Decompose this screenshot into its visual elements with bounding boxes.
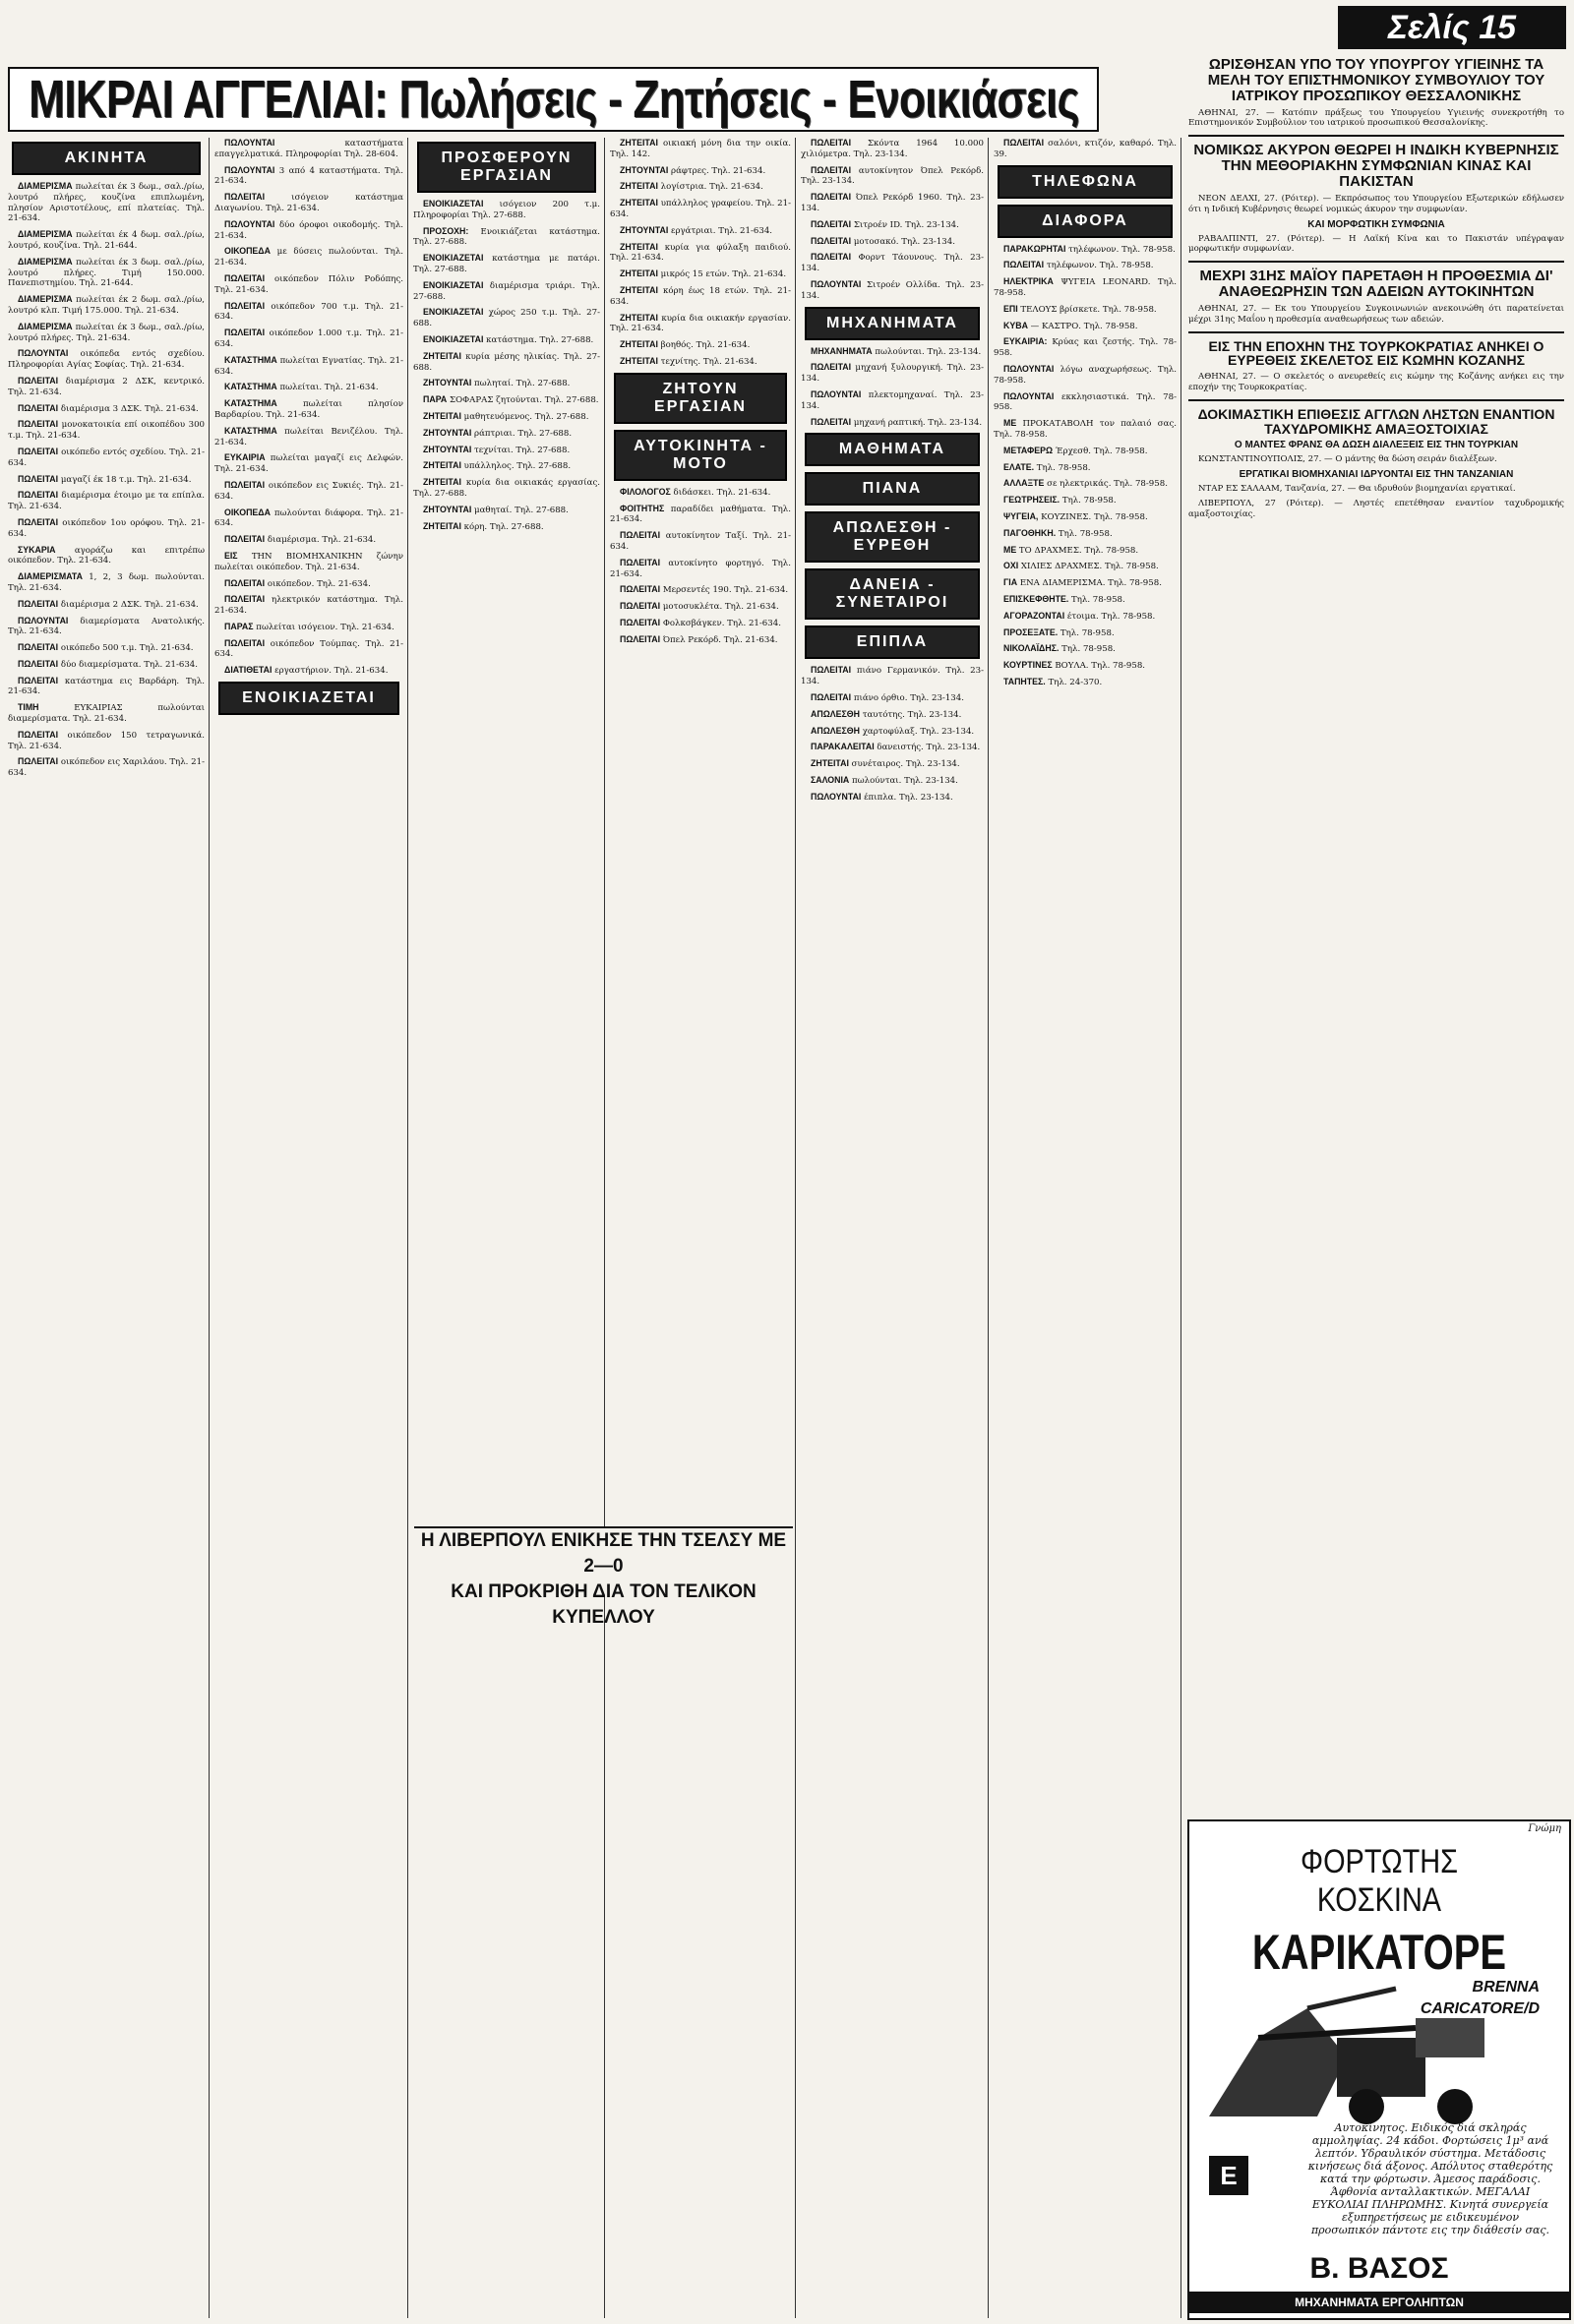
classified-ad: ΖΗΤΟΥΝΤΑΙ ράπτριαι. Τηλ. 27-688. <box>423 427 573 439</box>
ads-list <box>6 181 207 779</box>
classified-ad: ΠΩΛΟΥΝΤΑΙ οικόπεδα εντός σχεδίου. Πληροφορίαι Αγίας Σοφίας. Τηλ. 21-634. <box>8 348 205 371</box>
sports-headline-line-1: Η ΛΙΒΕΡΠΟΥΛ ΕΝΙΚΗΣΕ ΤΗΝ ΤΣΕΛΣΥ ΜΕ 2—0 <box>420 1530 787 1577</box>
classified-ad: ΠΡΟΣΕΞΑΤΕ. Τηλ. 78-958. <box>1003 626 1115 638</box>
classified-ad: ΠΩΛΕΙΤΑΙ οικόπεδον Τούμπας. Τηλ. 21-634. <box>214 637 403 660</box>
classified-ad: ΠΩΛΟΥΝΤΑΙ πλεκτομηχαναί. Τηλ. 23-134. <box>801 388 984 411</box>
news-body-2: ΝΕΟΝ ΔΕΛΧΙ, 27. (Ρόιτερ). — Εκπρόσωπος του Υπουργείου Εξωτερικών εδήλωσεν ότι η Ινδική Κυβέρνησις θεωρεί νομικώς άκυρον την συμφωνίαν. <box>1188 193 1564 214</box>
classified-ad: ΠΩΛΕΙΤΑΙ Φολκσβάγκεν. Τηλ. 21-634. <box>620 617 781 628</box>
column-rule <box>1180 138 1181 2318</box>
classified-ad: ΠΡΟΣΟΧΗ: Ενοικιάζεται κατάστημα. Τηλ. 27-688. <box>413 225 600 248</box>
classified-ad: ΟΙΚΟΠΕΔΑ με δύσεις πωλούνται. Τηλ. 21-634. <box>214 246 403 268</box>
sports-headline-line-2: ΚΑΙ ΠΡΟΚΡΙΘΗ ΔΙΑ ΤΟΝ ΤΕΛΙΚΟΝ ΚΥΠΕΛΛΟΥ <box>451 1581 757 1628</box>
classified-ad: ΠΩΛΕΙΤΑΙ Σιτροέν ID. Τηλ. 23-134. <box>811 218 959 230</box>
brand-logo-icon: Ε <box>1209 2156 1248 2195</box>
classified-ad: ΠΩΛΕΙΤΑΙ οικόπεδον 1.000 τ.μ. Τηλ. 21-634. <box>214 328 403 349</box>
classified-ad: ΑΛΛΑΞΤΕ σε ηλεκτρικάς. Τηλ. 78-958. <box>1003 478 1168 490</box>
classified-ad: ΖΗΤΕΙΤΑΙ κυρία δια οικιακήν εργασίαν. Τηλ. 21-634. <box>610 312 791 334</box>
advert-line-2: ΚΟΣΚΙΝΑ <box>1316 1881 1442 1919</box>
classified-ad: ΠΩΛΕΙΤΑΙ ισόγειον κατάστημα Διαγωνίου. Τηλ. 21-634. <box>214 192 403 213</box>
section-header-diafora: ΔΙΑΦΟΡΑ <box>998 205 1173 238</box>
classified-ad: ΠΑΡΑ ΣΟΦΑΡΑΣ ζητούνται. Τηλ. 27-688. <box>423 394 599 406</box>
classified-ad: ΠΩΛΟΥΝΤΑΙ 3 από 4 καταστήματα. Τηλ. 21-634. <box>214 164 403 187</box>
classified-ad: ΠΑΓΟΘΗΚΗ. Τηλ. 78-958. <box>1003 527 1113 539</box>
classified-ad: ΠΩΛΕΙΤΑΙ μοτοσυκλέτα. Τηλ. 21-634. <box>620 601 779 613</box>
advert-line-1: ΦΟΡΤΩΤΗΣ <box>1301 1843 1458 1880</box>
classified-ad: ΦΙΛΟΛΟΓΟΣ διδάσκει. Τηλ. 21-634. <box>620 486 771 498</box>
classified-ad: ΠΩΛΕΙΤΑΙ δύο διαμερίσματα. Τηλ. 21-634. <box>18 658 198 670</box>
classified-ad: ΠΩΛΕΙΤΑΙ διαμέρισμα έτοιμο με τα επίπλα. Τηλ. 21-634. <box>8 490 205 512</box>
classified-ad: ΜΕ ΠΡΟΚΑΤΑΒΟΛΗ τον παλαιό σας. Τηλ. 78-958. <box>994 418 1177 440</box>
news-headline-6: ΔΟΚΙΜΑΣΤΙΚΗ ΕΠΙΘΕΣΙΣ ΑΓΓΛΩΝ ΛΗΣΤΩΝ ΕΝΑΝΤΙΟΝ ΤΑΧΥΔΡΟΜΙΚΗΣ ΑΜΑΞΟΣΤΟΙΧΙΑΣ <box>1197 405 1555 437</box>
divider <box>1188 261 1564 263</box>
divider <box>1188 399 1564 401</box>
classified-ad: ΕΠΙ ΤΕΛΟΥΣ βρίσκετε. Τηλ. 78-958. <box>1003 303 1157 315</box>
classified-ad: ΠΩΛΕΙΤΑΙ οικόπεδον. Τηλ. 21-634. <box>224 577 371 589</box>
classified-ad: ΜΗΧΑΝΗΜΑΤΑ πωλούνται. Τηλ. 23-134. <box>811 345 982 357</box>
classified-ad: ΕΝΟΙΚΙΑΖΕΤΑΙ κατάστημα. Τηλ. 27-688. <box>423 333 594 345</box>
classified-ad: ΕΝΟΙΚΙΑΖΕΤΑΙ κατάστημα με πατάρι. Τηλ. 27-688. <box>413 253 600 274</box>
loader-machine-illustration <box>1199 1969 1553 2126</box>
classified-ad: ΠΑΡΑΚΑΛΕΙΤΑΙ δανειστής. Τηλ. 23-134. <box>811 742 981 753</box>
classified-ad: ΖΗΤΟΥΝΤΑΙ τεχνίται. Τηλ. 27-688. <box>423 444 571 455</box>
column-2 <box>212 138 405 2318</box>
classified-ad: ΕΙΣ ΤΗΝ ΒΙΟΜΗΧΑΝΙΚΗΝ ζώνην πωλείται οικόπεδον. Τηλ. 21-634. <box>214 550 403 572</box>
ads-list <box>992 244 1179 688</box>
classified-ad: ΕΛΑΤΕ. Τηλ. 78-958. <box>1003 461 1091 473</box>
section-header-daneia: ΔΑΝΕΙΑ - ΣΥΝΕΤΑΙΡΟΙ <box>805 568 980 620</box>
classified-ad: ΠΩΛΕΙΤΑΙ πιάνο όρθιο. Τηλ. 23-134. <box>811 691 964 703</box>
section-header-epipla: ΕΠΙΠΛΑ <box>805 626 980 659</box>
classifieds-masthead <box>8 67 1099 132</box>
classified-ad: ΠΩΛΕΙΤΑΙ μονοκατοικία επί οικοπέδου 300 τ.μ. Τηλ. 21-634. <box>8 419 205 442</box>
advert-product-name: ΚΑΡΙΚΑΤΟΡΕ <box>1251 1925 1507 1980</box>
section-header-enoikiazetai: ΕΝΟΙΚΙΑΖΕΤΑΙ <box>218 682 399 715</box>
classified-ad: ΠΩΛΕΙΤΑΙ κατάστημα εις Βαρδάρη. Τηλ. 21-634. <box>8 675 205 697</box>
section-header-zitoun: ΖΗΤΟΥΝ ΕΡΓΑΣΙΑΝ <box>614 373 787 424</box>
classified-ad: ΔΙΑΜΕΡΙΣΜΑ πωλείται έκ 2 δωμ. σαλ./ρίω, λουτρό κλπ. Τιμή 175.000. Τηλ. 21-634. <box>8 294 205 316</box>
advert-body: Αυτοκίνητος. Ειδικός διά σκληράς αμμοληψίας. 24 κάδοι. Φορτώσεις 1μ³ ανά λεπτόν. Υδραυλικόν σύστημα. Μετάδοσις κινήσεως διά άξονος. Απόλυτος σταθερότης κατά την φόρτωσιν. Άμεσος παράδοσις. Άφθονία ανταλλακτικών. ΜΕΓΑΛΑΙ ΕΥΚΟΛΙΑΙ ΠΛΗΡΩΜΗΣ. Κινητά συνεργεία εξυπηρετήσεως με ειδικευμένον προσωπικόν πάντοτε εις την διάθεσίν σας. <box>1307 2121 1553 2236</box>
news-subhead-3: ΚΑΙ ΜΟΡΦΩΤΙΚΗ ΣΥΜΦΩΝΙΑ <box>1307 218 1445 230</box>
classified-ad: ΠΩΛΕΙΤΑΙ τηλέφωνον. Τηλ. 78-958. <box>1003 260 1154 271</box>
news-body-4: ΑΘΗΝΑΙ, 27. — Εκ του Υπουργείου Συγκοινωνιών ανεκοινώθη ότι παρατείνεται μέχρι 31ης Μαΐου η προθεσμία αναθεωρήσεως των αδειών. <box>1188 303 1564 325</box>
column-rule <box>407 138 408 2318</box>
sports-headline <box>414 1526 793 1628</box>
classified-ad: ΚΥΒΑ — ΚΑΣΤΡΟ. Τηλ. 78-958. <box>1003 320 1138 331</box>
divider <box>1188 331 1564 333</box>
ads-list <box>608 138 793 368</box>
classified-ad: ΔΙΑΤΙΘΕΤΑΙ εργαστήριον. Τηλ. 21-634. <box>224 665 389 677</box>
classified-ad: ΠΩΛΕΙΤΑΙ οικόπεδο 500 τ.μ. Τηλ. 21-634. <box>18 642 194 654</box>
classified-ad: ΗΛΕΚΤΡΙΚΑ ΨΥΓΕΙΑ LEONARD. Τηλ. 78-958. <box>994 276 1177 298</box>
ads-list <box>799 665 986 803</box>
news-body-6: ΚΩΝΣΤΑΝΤΙΝΟΥΠΟΛΙΣ, 27. — Ο μάντης θα δώση σειράν διαλέξεων. <box>1198 454 1497 465</box>
advert-signature: Γνώμη <box>1528 1823 1561 1834</box>
classified-ad: ΠΩΛΟΥΝΤΑΙ διαμερίσματα Ανατολικής. Τηλ. 21-634. <box>8 615 205 637</box>
section-header-tilefona: ΤΗΛΕΦΩΝΑ <box>998 165 1173 199</box>
classified-ad: ΟΙΚΟΠΕΔΑ πωλούνται διάφορα. Τηλ. 21-634. <box>214 507 403 529</box>
classified-ad: ΟΧΙ ΧΙΛΙΕΣ ΔΡΑΧΜΕΣ. Τηλ. 78-958. <box>1003 561 1159 572</box>
classified-ad: ΖΗΤΕΙΤΑΙ κυρία μέσης ηλικίας. Τηλ. 27-688. <box>413 350 600 373</box>
classified-ad: ΕΝΟΙΚΙΑΖΕΤΑΙ διαμέρισμα τριάρι. Τηλ. 27-688. <box>413 279 600 302</box>
news-headline-1: ΩΡΙΣΘΗΣΑΝ ΥΠΟ ΤΟΥ ΥΠΟΥΡΓΟΥ ΥΓΙΕΙΝΗΣ ΤΑ ΜΕΛΗ ΤΟΥ ΕΠΙΣΤΗΜΟΝΙΚΟΥ ΣΥΜΒΟΥΛΙΟΥ ΤΟΥ ΙΑΤΡΙΚΟΥ ΠΡΟΣΩΠΙΚΟΥ ΘΕΣΣΑΛΟΝΙΚΗΣ <box>1207 56 1545 104</box>
classified-ad: ΖΗΤΕΙΤΑΙ λογίστρια. Τηλ. 21-634. <box>620 181 763 193</box>
classified-ad: ΖΗΤΕΙΤΑΙ συνέταιρος. Τηλ. 23-134. <box>811 758 960 770</box>
classified-ad: ΕΝΟΙΚΙΑΖΕΤΑΙ ισόγειον 200 τ.μ. Πληροφορίαι Τηλ. 27-688. <box>413 199 600 220</box>
classified-ad: ΕΠΙΣΚΕΦΘΗΤΕ. Τηλ. 78-958. <box>1003 593 1125 605</box>
classified-ad: ΕΥΚΑΙΡΙΑ: Κρύας και ζεστής. Τηλ. 78-958. <box>994 336 1177 359</box>
classified-ad: ΖΗΤΕΙΤΑΙ υπάλληλος γραφείου. Τηλ. 21-634. <box>610 198 791 219</box>
classified-ad: ΖΗΤΕΙΤΑΙ κυρία δια οικιακάς εργασίας. Τηλ. 27-688. <box>413 477 600 499</box>
classified-ad: ΠΩΛΕΙΤΑΙ αυτοκίνητον Ταξί. Τηλ. 21-634. <box>610 530 791 552</box>
classified-ad: ΠΩΛΕΙΤΑΙ διαμέρισμα 3 ΔΣΚ. Τηλ. 21-634. <box>18 402 199 414</box>
advert-brand: Β. ΒΑΣΟΣ <box>1309 2252 1449 2285</box>
classified-ad: ΠΩΛΕΙΤΑΙ οικόπεδον 1ου ορόφου. Τηλ. 21-634. <box>8 516 205 539</box>
classified-ad: ΠΩΛΟΥΝΤΑΙ εκκλησιαστικά. Τηλ. 78-958. <box>994 390 1177 413</box>
classified-ad: ΔΙΑΜΕΡΙΣΜΑ πωλείται έκ 4 δωμ. σαλ./ρίω, λουτρό, κουζίνα. Τηλ. 21-644. <box>8 229 205 251</box>
ads-list <box>608 487 793 646</box>
classified-ad: ΠΩΛΕΙΤΑΙ αυτοκίνητον Όπελ Ρεκόρδ. Τηλ. 23-134. <box>801 164 984 187</box>
news-body-1: ΑΘΗΝΑΙ, 27. — Κατόπιν πράξεως του Υπουργείου Υγιεινής συνεκροτήθη το Επιστημονικόν Συμβούλιον του ιατρικού προσωπικού Θεσσαλονίκης. <box>1188 107 1564 129</box>
section-header-akinita: ΑΚΙΝΗΤΑ <box>12 142 201 175</box>
classified-ad: ΜΕΤΑΦΕΡΩ Έρχεσθ. Τηλ. 78-958. <box>1003 445 1148 456</box>
advert-model-line-2: CARICATORE/D <box>1420 2000 1540 2017</box>
classified-ad: ΖΗΤΕΙΤΑΙ κόρη έως 18 ετών. Τηλ. 21-634. <box>610 284 791 307</box>
classified-ad: ΠΩΛΕΙΤΑΙ οικόπεδον 700 τ.μ. Τηλ. 21-634. <box>214 300 403 323</box>
classified-ad: ΠΩΛΕΙΤΑΙ οικόπεδον εις Συκιές. Τηλ. 21-634. <box>214 479 403 502</box>
classified-ad: ΚΟΥΡΤΙΝΕΣ ΒΟΥΛΑ. Τηλ. 78-958. <box>1003 660 1146 672</box>
classified-ad: ΠΩΛΕΙΤΑΙ ηλεκτρικόν κατάστημα. Τηλ. 21-634. <box>214 594 403 617</box>
classified-ad: ΖΗΤΟΥΝΤΑΙ μαθηταί. Τηλ. 27-688. <box>423 504 569 515</box>
column-3-4-lower <box>411 1601 793 2318</box>
news-headline-2: ΝΟΜΙΚΩΣ ΑΚΥΡΟΝ ΘΕΩΡΕΙ Η ΙΝΔΙΚΗ ΚΥΒΕΡΝΗΣΙΣ ΤΗΝ ΜΕΘΟΡΙΑΚΗΝ ΣΥΜΦΩΝΙΑΝ ΚΙΝΑΣ ΚΑΙ ΠΑΚΙΣΤΑΝ <box>1193 142 1559 191</box>
classified-ad: ΔΙΑΜΕΡΙΣΜΑ πωλείται έκ 3 δωμ., σαλ./ρίω, λουτρό πλήρες. Τηλ. 21-634. <box>8 321 205 343</box>
column-6 <box>992 138 1179 2318</box>
classified-ad: ΠΩΛΟΥΝΤΑΙ Σιτροέν Ολλίδα. Τηλ. 23-134. <box>801 278 984 301</box>
classified-ad: ΠΩΛΕΙΤΑΙ διαμέρισμα 2 ΔΣΚ, κεντρικό. Τηλ. 21-634. <box>8 375 205 397</box>
classified-ad: ΠΩΛΕΙΤΑΙ οικόπεδο εντός σχεδίου. Τηλ. 21-634. <box>8 446 205 468</box>
section-header-mathimata: ΜΑΘΗΜΑΤΑ <box>805 433 980 466</box>
classified-ad: ΑΠΩΛΕΣΘΗ χαρτοφύλαξ. Τηλ. 23-134. <box>811 725 975 737</box>
classified-ad: ΑΓΟΡΑΖΟΝΤΑΙ έτοιμα. Τηλ. 78-958. <box>1003 610 1156 622</box>
classified-ad: ΓΙΑ ΕΝΑ ΔΙΑΜΕΡΙΣΜΑ. Τηλ. 78-958. <box>1003 577 1162 589</box>
classified-ad: ΓΕΩΤΡΗΣΕΙΣ. Τηλ. 78-958. <box>1003 495 1117 507</box>
classified-ad: ΖΗΤΕΙΤΑΙ κόρη. Τηλ. 27-688. <box>423 520 544 532</box>
news-body-3: ΡΑΒΑΛΠΙΝΤΙ, 27. (Ρόιτερ). — Η Λαϊκή Κίνα και το Πακιστάν υπέγραψαν μορφωτικήν συμφωνίαν. <box>1188 233 1564 255</box>
classified-ad: ΖΗΤΕΙΤΑΙ τεχνίτης. Τηλ. 21-634. <box>620 355 757 367</box>
classified-ad: ΠΩΛΕΙΤΑΙ οικόπεδον Πόλιν Ροδόπης. Τηλ. 21-634. <box>214 272 403 295</box>
news-body-7: ΝΤΑΡ ΕΣ ΣΑΛΑΑΜ, Τανζανία, 27. — Θα ιδρυθούν βιομηχανίαι εργατικαί. <box>1198 484 1516 495</box>
news-subhead-6: Ο ΜΑΝΤΕΣ ΦΡΑΝΣ ΘΑ ΔΩΣΗ ΔΙΑΛΕΞΕΙΣ ΕΙΣ ΤΗΝ ΤΟΥΡΚΙΑΝ <box>1234 440 1519 451</box>
classified-ad: ΠΩΛΕΙΤΑΙ διαμέρισμα. Τηλ. 21-634. <box>224 534 377 546</box>
classified-ad: ΚΑΤΑΣΤΗΜΑ πωλείται Εγνατίας. Τηλ. 21-634. <box>214 354 403 377</box>
news-body-8: ΛΙΒΕΡΠΟΥΛ, 27 (Ρόιτερ). — Ληστές επετέθησαν εναντίον ταχυδρομικής αμαξοστοιχίας. <box>1188 499 1564 519</box>
classified-ad: ΠΩΛΕΙΤΑΙ Σκόντα 1964 10.000 χιλιόμετρα. Τηλ. 23-134. <box>801 138 984 159</box>
classified-ad: ΔΙΑΜΕΡΙΣΜΑΤΑ 1, 2, 3 δωμ. πωλούνται. Τηλ. 21-634. <box>8 571 205 593</box>
news-column <box>1184 51 1568 1813</box>
classified-ad: ΦΟΙΤΗΤΗΣ παραδίδει μαθήματα. Τηλ. 21-634. <box>610 503 791 525</box>
classified-ad: ΠΩΛΕΙΤΑΙ οικόπεδον 150 τετραγωνικά. Τηλ. 21-634. <box>8 729 205 751</box>
ads-list <box>992 138 1179 160</box>
classified-ad: ΠΑΡΑΚΩΡΗΤΑΙ τηλέφωνον. Τηλ. 78-958. <box>1003 243 1176 255</box>
classified-ad: ΣΑΛΟΝΙΑ πωλούνται. Τηλ. 23-134. <box>811 774 958 786</box>
news-headline-5: ΕΙΣ ΤΗΝ ΕΠΟΧΗΝ ΤΗΣ ΤΟΥΡΚΟΚΡΑΤΙΑΣ ΑΝΗΚΕΙ Ο ΕΥΡΕΘΕΙΣ ΣΚΕΛΕΤΟΣ ΕΙΣ ΚΩΜΗΝ ΚΟΖΑΝΗΣ <box>1208 337 1544 369</box>
column-rule <box>209 138 210 2318</box>
classified-ad: ΖΗΤΕΙΤΑΙ μικρός 15 ετών. Τηλ. 21-634. <box>620 268 787 280</box>
classified-ad: ΔΙΑΜΕΡΙΣΜΑ πωλείται έκ 3 δωμ., σαλ./ρίω, λουτρό πλήρες, κουζίνα επιπλωμένη, πλησίον Αριστοτέλους, επί πλατείας. Τηλ. 21-634. <box>8 181 205 224</box>
section-header-piana: ΠΙΑΝΑ <box>805 472 980 506</box>
classified-ad: ΖΗΤΟΥΝΤΑΙ εργάτριαι. Τηλ. 21-634. <box>620 224 773 236</box>
ads-list <box>212 138 405 677</box>
classified-ad: ΠΩΛΕΙΤΑΙ Φορντ Τάουνους. Τηλ. 23-134. <box>801 252 984 274</box>
classified-ad: ΠΩΛΕΙΤΑΙ διαμέρισμα 2 ΔΣΚ. Τηλ. 21-634. <box>18 598 199 610</box>
classified-ad: ΠΩΛΕΙΤΑΙ Όπελ Ρεκόρδ. Τηλ. 21-634. <box>620 633 778 645</box>
classified-ad: ΖΗΤΟΥΝΤΑΙ πωληταί. Τηλ. 27-688. <box>423 378 571 389</box>
news-headline-4: ΜΕΧΡΙ 31ΗΣ ΜΑΪΟΥ ΠΑΡΕΤΑΘΗ Η ΠΡΟΘΕΣΜΙΑ ΔΙ' ΑΝΑΘΕΩΡΗΣΙΝ ΤΩΝ ΑΔΕΙΩΝ ΑΥΤΟΚΙΝΗΤΩΝ <box>1199 268 1553 301</box>
classified-ad: ΨΥΓΕΙΑ, ΚΟΥΖΙΝΕΣ. Τηλ. 78-958. <box>1003 510 1148 522</box>
classified-ad: ΖΗΤΕΙΤΑΙ βοηθός. Τηλ. 21-634. <box>620 339 751 351</box>
column-4 <box>608 138 793 1518</box>
classified-ad: ΤΙΜΗ ΕΥΚΑΙΡΙΑΣ πωλούνται διαμερίσματα. Τηλ. 21-634. <box>8 702 205 725</box>
classified-ad: ΔΙΑΜΕΡΙΣΜΑ πωλείται έκ 3 δωμ. σαλ./ρίω, λουτρό πλήρες. Τιμή 150.000. Πανεπιστημίου. Τηλ. 21-644. <box>8 256 205 289</box>
loader-advertisement <box>1187 1819 1571 2320</box>
classified-ad: ΠΩΛΕΙΤΑΙ μηχανή ραπτική. Τηλ. 23-134. <box>811 416 983 428</box>
classified-ad: ΑΠΩΛΕΣΘΗ ταυτότης. Τηλ. 23-134. <box>811 708 962 720</box>
classified-ad: ΠΩΛΕΙΤΑΙ Μερσεντές 190. Τηλ. 21-634. <box>620 584 789 596</box>
column-5 <box>799 138 986 2318</box>
news-subhead-7: ΕΡΓΑΤΙΚΑΙ ΒΙΟΜΗΧΑΝΙΑΙ ΙΔΡΥΟΝΤΑΙ ΕΙΣ ΤΗΝ ΤΑΝΖΑΝΙΑΝ <box>1239 469 1514 481</box>
news-body-5: ΑΘΗΝΑΙ, 27. — Ο σκελετός ο ανευρεθείς εις κώμην της Κοζάνης ανήκει εις την εποχήν της Τουρκοκρατίας. <box>1188 372 1564 392</box>
classified-ad: ΕΝΟΙΚΙΑΖΕΤΑΙ χώρος 250 τ.μ. Τηλ. 27-688. <box>413 307 600 329</box>
advert-model-line-1: BRENNA <box>1472 1979 1540 1996</box>
classified-ad: ΠΩΛΕΙΤΑΙ αυτοκίνητο φορτηγό. Τηλ. 21-634. <box>610 557 791 579</box>
classified-ad: ΖΗΤΟΥΝΤΑΙ ράφτρες. Τηλ. 21-634. <box>620 164 766 176</box>
classified-ad: ΚΑΤΑΣΤΗΜΑ πωλείται πλησίον Βαρδαρίου. Τηλ. 21-634. <box>214 398 403 420</box>
classified-ad: ΠΩΛΕΙΤΑΙ μαγαζί έκ 18 τ.μ. Τηλ. 21-634. <box>18 473 192 485</box>
page-folio: Σελίς 15 <box>1338 6 1566 49</box>
classified-ad: ΠΩΛΟΥΝΤΑΙ έπιπλα. Τηλ. 23-134. <box>811 791 953 803</box>
classified-ad: ΖΗΤΕΙΤΑΙ μαθητευόμενος. Τηλ. 27-688. <box>423 410 589 422</box>
section-header-aytokinita: ΑΥΤΟΚΙΝΗΤΑ - ΜΟΤΟ <box>614 430 787 481</box>
classified-ad: ΤΑΠΗΤΕΣ. Τηλ. 24-370. <box>1003 676 1103 687</box>
classified-ad: ΖΗΤΕΙΤΑΙ υπάλληλος. Τηλ. 27-688. <box>423 460 572 472</box>
column-rule <box>988 138 989 2318</box>
ads-list <box>799 138 986 302</box>
classified-ad: ΜΕ ΤΟ ΔΡΑΧΜΕΣ. Τηλ. 78-958. <box>1003 544 1139 556</box>
masthead-title: ΜΙΚΡΑΙ ΑΓΓΕΛΙΑΙ: Πωλήσεις - Ζητήσεις - Ενοικιάσεις <box>28 70 1079 129</box>
divider <box>1188 135 1564 137</box>
column-1 <box>6 138 207 2318</box>
classified-ad: ΕΥΚΑΙΡΙΑ πωλείται μαγαζί εις Δελφών. Τηλ. 21-634. <box>214 452 403 475</box>
ads-list <box>411 199 602 532</box>
classified-ad: ΚΑΤΑΣΤΗΜΑ πωλείται Βενιζέλου. Τηλ. 21-634. <box>214 425 403 447</box>
column-3 <box>411 138 602 1518</box>
advert-tagline: ΜΗΧΑΝΗΜΑΤΑ ΕΡΓΟΛΗΠΤΩΝ <box>1189 2292 1569 2313</box>
section-header-mixanimata: ΜΗΧΑΝΗΜΑΤΑ <box>805 307 980 340</box>
classified-ad: ΖΗΤΕΙΤΑΙ οικιακή μόνη δια την οικία. Τηλ. 142. <box>610 138 791 159</box>
column-rule <box>795 138 796 2318</box>
classified-ad: ΠΩΛΕΙΤΑΙ πιάνο Γερμανικόν. Τηλ. 23-134. <box>801 665 984 687</box>
ads-list <box>799 346 986 429</box>
classified-ad: ΣΥΚΑΡΙΑ αγοράζω και επιτρέπω οικόπεδον. Τηλ. 21-634. <box>8 544 205 566</box>
classified-ad: ΚΑΤΑΣΤΗΜΑ πωλείται. Τηλ. 21-634. <box>224 382 379 393</box>
classified-ad: ΠΩΛΟΥΝΤΑΙ καταστήματα επαγγελματικά. Πληροφορίαι Τηλ. 28-604. <box>214 138 403 159</box>
classified-ad: ΠΩΛΕΙΤΑΙ οικόπεδον εις Χαριλάου. Τηλ. 21-634. <box>8 756 205 779</box>
classified-ad: ΠΩΛΟΥΝΤΑΙ λόγω αναχωρήσεως. Τηλ. 78-958. <box>994 363 1177 386</box>
classified-ad: ΠΩΛΕΙΤΑΙ σαλόνι, κτιζόν, καθαρό. Τηλ. 39. <box>994 138 1177 159</box>
classified-ad: ΠΩΛΕΙΤΑΙ μοτοσακό. Τηλ. 23-134. <box>811 235 955 247</box>
classified-ad: ΠΩΛΕΙΤΑΙ μηχανή ξυλουργική. Τηλ. 23-134. <box>801 362 984 385</box>
section-header-apolesthi: ΑΠΩΛΕΣΘΗ - ΕΥΡΕΘΗ <box>805 511 980 563</box>
section-header-prosferoun: ΠΡΟΣΦΕΡΟΥΝ ΕΡΓΑΣΙΑΝ <box>417 142 596 193</box>
classified-ad: ΠΑΡΑΣ πωλείται ισόγειον. Τηλ. 21-634. <box>224 621 394 632</box>
classified-ad: ΖΗΤΕΙΤΑΙ κυρία για φύλαξη παιδιού. Τηλ. 21-634. <box>610 241 791 264</box>
classified-ad: ΝΙΚΟΛΑΪΔΗΣ. Τηλ. 78-958. <box>1003 643 1116 655</box>
classified-ad: ΠΩΛΟΥΝΤΑΙ δύο όροφοι οικοδομής. Τηλ. 21-634. <box>214 218 403 241</box>
classified-ad: ΠΩΛΕΙΤΑΙ Όπελ Ρεκόρδ 1960. Τηλ. 23-134. <box>801 192 984 213</box>
